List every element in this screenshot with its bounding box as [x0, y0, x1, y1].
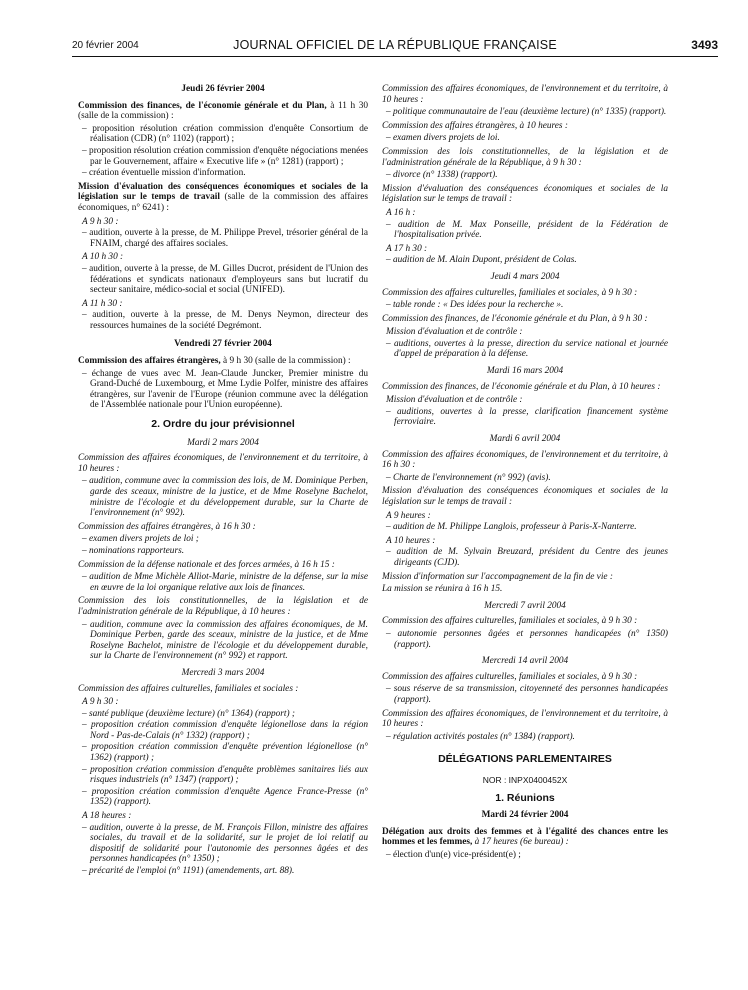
agenda-item: – politique communautaire de l'eau (deuxième lecture) (n° 1335) (rapport). — [386, 107, 667, 118]
commission-entry — [78, 182, 368, 214]
agenda-item: – auditions, ouvertes à la presse, direction du service national et journée d'appel de préparation à la défense. — [386, 338, 668, 360]
agenda-item: – proposition résolution création commission d'enquête Consortium de réalisation (CDR) (n° 1102) (rapport) ; — [82, 123, 368, 145]
section-heading: 1. Réunions — [495, 792, 555, 805]
day-heading: Mercredi 3 mars 2004 — [181, 667, 265, 678]
commission-entry: Commission des affaires économiques, de l'environnement et du territoire, à 10 heures : — [382, 84, 668, 105]
page-number: 3493 — [691, 38, 718, 52]
journal-title: JOURNAL OFFICIEL DE LA RÉPUBLIQUE FRANÇAISE — [233, 38, 557, 52]
commission-entry: Mission d'information sur l'accompagnement de la fin de vie : — [382, 571, 613, 582]
agenda-item: – création éventuelle mission d'information. — [82, 168, 246, 179]
agenda-item: La mission se réunira à 16 h 15. — [382, 584, 503, 595]
commission-entry: Commission de la défense nationale et des forces armées, à 16 h 15 : — [78, 559, 335, 570]
time-slot: A 9 h 30 : — [82, 697, 119, 708]
day-heading: Jeudi 26 février 2004 — [181, 84, 265, 94]
agenda-item: – échange de vues avec M. Jean-Claude Juncker, Premier ministre du Grand-Duché de Luxembourg, et Mme Lydie Polfer, ministre des affaires étrangères, sur l'avenir de l'Europe (réunion commune avec la délégation de l'Assemblée nationale pour l'Union européenne). — [82, 368, 368, 411]
nor-reference: NOR : INPX0400452X — [482, 774, 568, 785]
agenda-item: – audition de M. Alain Dupont, président de Colas. — [386, 255, 577, 266]
sub-heading: Mission d'évaluation et de contrôle : — [386, 327, 523, 338]
commission-name: Délégation aux droits des femmes et à l'égalité des chances entre les hommes et les femmes, — [382, 826, 668, 848]
commission-time: (salle de la commission des affaires économiques, n° 6241) : — [78, 192, 368, 213]
agenda-item: – santé publique (deuxième lecture) (n° 1364) (rapport) ; — [82, 708, 296, 719]
day-heading: Vendredi 27 février 2004 — [174, 339, 272, 350]
commission-entry: Commission des affaires économiques, de l'environnement et du territoire, à 10 heures : — [382, 708, 668, 730]
day-heading: Mercredi 7 avril 2004 — [484, 600, 566, 611]
agenda-item: – sous réserve de sa transmission, citoyenneté des personnes handicapées (rapport). — [386, 684, 668, 705]
agenda-item: – élection d'un(e) vice-président(e) ; — [386, 849, 521, 860]
agenda-item: – divorce (n° 1338) (rapport). — [386, 170, 498, 181]
commission-entry: Mission d'évaluation des conséquences économiques et sociales de la législation sur le temps de travail : — [382, 486, 668, 507]
agenda-item: – audition, ouverte à la presse, de M. Denys Neymon, directeur des ressources humaines de la société Degrémont. — [82, 310, 368, 331]
left-column — [78, 84, 368, 878]
page-header — [72, 36, 718, 57]
commission-entry: Commission des affaires économiques, de l'environnement et du territoire, à 16 h 30 : — [382, 449, 668, 471]
right-column — [382, 84, 668, 861]
commission-time: à 9 h 30 (salle de la commission) : — [220, 356, 351, 367]
commission-time: à 11 h 30 (salle de la commission) : — [78, 100, 368, 122]
time-slot: A 17 h 30 : — [386, 243, 428, 254]
agenda-item: – audition, ouverte à la presse, de M. Philippe Prevel, trésorier général de la FNAIM, chargé des affaires sociales. — [82, 228, 368, 249]
agenda-item: – proposition création commission d'enquête problèmes sanitaires liés aux risques industriels (n° 1347) (rapport) ; — [82, 764, 368, 786]
agenda-item: – proposition résolution création commission d'enquête négociations menées par le Gouvernement, affaire « Executive life » (n° 1281) (rapport) ; — [82, 145, 368, 167]
day-heading: Mercredi 14 avril 2004 — [481, 656, 569, 667]
agenda-item: – audition, ouverte à la presse, de M. François Fillon, ministre des affaires sociales, du travail et de la solidarité, sur le projet de loi relatif au dispositif de solidarité pour l'autonomie des personnes âgées et des personnes handicapées (n° 1350) ; — [82, 822, 368, 865]
commission-entry: Commission des finances, de l'économie générale et du Plan, à 9 h 30 : — [382, 313, 648, 324]
commission-name: Mission d'évaluation des conséquences économiques et sociales de la législation sur le temps de travail — [78, 181, 368, 203]
time-slot: A 9 heures : — [386, 510, 431, 521]
commission-entry: Commission des lois constitutionnelles, de la législation et de l'administration générale de la République, à 9 h 30 : — [382, 146, 668, 168]
commission-entry — [78, 356, 368, 367]
agenda-item: – régulation activités postales (n° 1384) (rapport). — [386, 731, 575, 742]
agenda-item: – examen divers projets de loi ; — [82, 534, 199, 545]
agenda-item: – proposition création commission d'enquête légionellose dans la région Nord - Pas-de-Calais (n° 1332) (rapport) ; — [82, 720, 368, 741]
commission-entry: Commission des affaires économiques, de l'environnement et du territoire, à 10 heures : — [78, 453, 368, 474]
commission-name: Commission des finances, de l'économie générale et du Plan, — [78, 100, 327, 111]
commission-entry: Commission des finances, de l'économie générale et du Plan, à 10 heures : — [382, 381, 661, 392]
section-heading: DÉLÉGATIONS PARLEMENTAIRES — [438, 753, 612, 766]
time-slot: A 18 heures : — [82, 811, 132, 822]
time-slot: A 10 h 30 : — [82, 252, 124, 263]
agenda-item: – Charte de l'environnement (n° 992) (avis). — [386, 472, 551, 483]
time-slot: A 16 h : — [386, 207, 416, 218]
agenda-item: – audition de M. Sylvain Breuzard, président du Centre des jeunes dirigeants (CJD). — [386, 547, 668, 568]
agenda-item: – proposition création commission d'enquête prévention légionellose (n° 1362) (rapport) ; — [82, 742, 368, 764]
commission-entry: Mission d'évaluation des conséquences économiques et sociales de la législation sur le temps de travail : — [382, 183, 668, 205]
commission-entry: Commission des affaires étrangères, à 16 h 30 : — [78, 521, 256, 532]
time-slot: A 9 h 30 : — [82, 216, 119, 227]
commission-time: à 17 heures (6e bureau) : — [472, 837, 569, 848]
agenda-item: – précarité de l'emploi (n° 1191) (amendements, art. 88). — [82, 866, 295, 876]
agenda-item: – examen divers projets de loi. — [386, 133, 500, 144]
commission-entry: Commission des affaires étrangères, à 10 heures : — [382, 120, 568, 131]
header-date: 20 février 2004 — [72, 40, 139, 51]
agenda-item: – audition de Mme Michèle Alliot-Marie, ministre de la défense, sur la mise en œuvre de la loi organique relative aux lois de finances. — [82, 572, 368, 593]
commission-entry: Commission des lois constitutionnelles, de la législation et de l'administration générale de la République, à 10 heures : — [78, 596, 368, 617]
day-heading: Mardi 24 février 2004 — [481, 810, 569, 821]
day-heading: Mardi 6 avril 2004 — [489, 434, 561, 445]
agenda-item: – audition de M. Max Ponseille, président de la Fédération de l'hospitalisation privée. — [386, 219, 668, 241]
agenda-item: – autonomie personnes âgées et personnes handicapées (n° 1350) (rapport). — [386, 628, 668, 650]
commission-entry: Commission des affaires culturelles, familiales et sociales, à 9 h 30 : — [382, 616, 638, 627]
commission-entry: Commission des affaires culturelles, familiales et sociales : — [78, 683, 299, 694]
section-heading: 2. Ordre du jour prévisionnel — [151, 418, 295, 431]
sub-heading: Mission d'évaluation et de contrôle : — [386, 395, 523, 406]
agenda-item: – proposition création commission d'enquête Agence France-Presse (n° 1352) (rapport). — [82, 786, 368, 808]
agenda-item: – audition, commune avec la commission des affaires économiques, de M. Dominique Perben, garde des sceaux, ministre de la justice, et de Mme Roselyne Bachelot, ministre de l'écologie et du développement durable, sur la Charte de l'environnement (n° 992) et rapport. — [82, 619, 368, 662]
agenda-item: – nominations rapporteurs. — [82, 545, 185, 556]
commission-name: Commission des affaires étrangères, — [78, 356, 221, 367]
commission-entry: Commission des affaires culturelles, familiales et sociales, à 9 h 30 : — [382, 287, 638, 298]
day-heading: Jeudi 4 mars 2004 — [490, 271, 560, 282]
agenda-item: – audition de M. Philippe Langlois, professeur à Paris-X-Nanterre. — [386, 522, 637, 533]
day-heading: Mardi 2 mars 2004 — [187, 437, 259, 448]
commission-entry — [382, 827, 668, 848]
commission-entry: Commission des affaires culturelles, familiales et sociales, à 9 h 30 : — [382, 671, 638, 682]
time-slot: A 11 h 30 : — [82, 298, 123, 309]
agenda-item: – audition, ouverte à la presse, de M. Gilles Ducrot, président de l'Union des fédérations et syndicats nationaux d'employeurs sans but lucratif du secteur sanitaire, médico-social et social (UNIFED). — [82, 263, 368, 296]
agenda-item: – auditions, ouvertes à la presse, clarification financement système ferroviaire. — [386, 406, 668, 428]
agenda-item: – audition, commune avec la commission des lois, de M. Dominique Perben, garde des sceaux, ministre de la justice, et de Mme Roselyne Bachelot, ministre de l'écologie et du développement durable, sur la Charte de l'environnement (n° 992). — [82, 476, 368, 519]
commission-entry — [78, 101, 368, 122]
agenda-item: – table ronde : « Des idées pour la recherche ». — [386, 300, 564, 311]
day-heading: Mardi 16 mars 2004 — [486, 366, 564, 377]
time-slot: A 10 heures : — [386, 535, 436, 546]
